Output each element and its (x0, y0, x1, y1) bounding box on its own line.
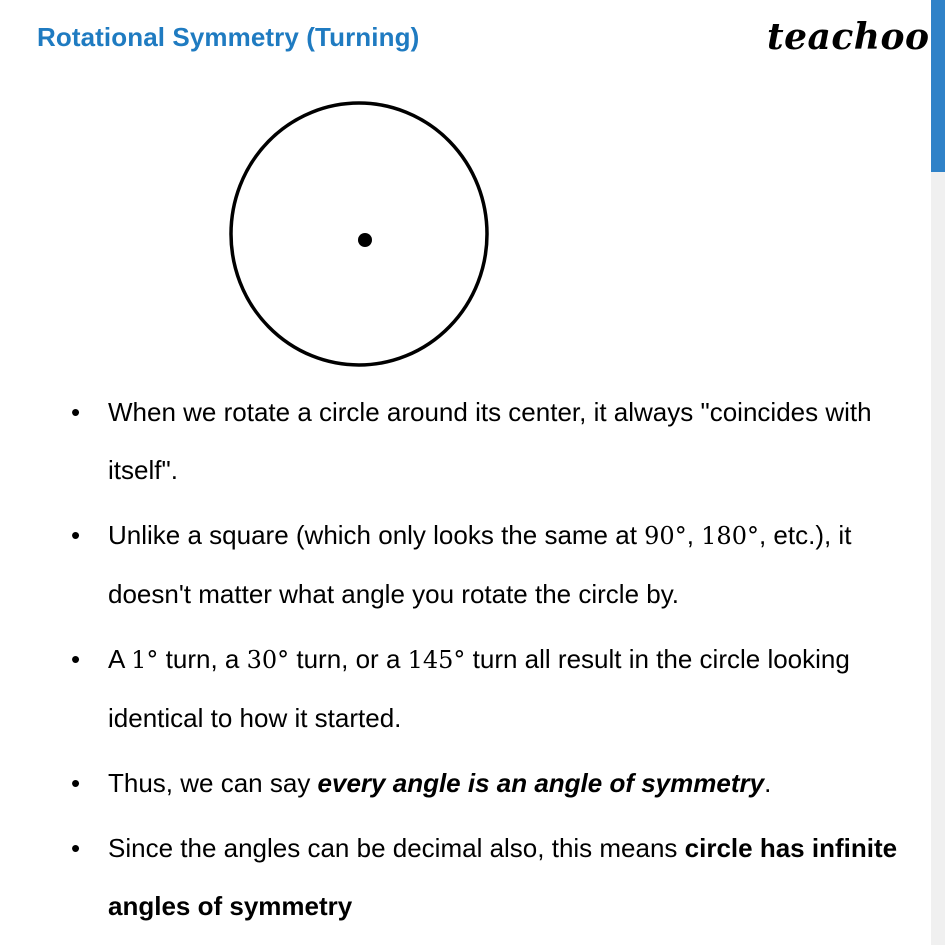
circle-center-point (358, 233, 372, 247)
bullet-text: . (764, 768, 772, 798)
bullet-marker: • (71, 644, 81, 674)
bullet-item (60, 819, 920, 935)
bullet-text: Unlike a square (which only looks the same at (108, 520, 645, 550)
angle-value: 30° (246, 646, 290, 674)
side-accent-bar (931, 0, 945, 172)
bullet-text: turn, a (158, 644, 247, 674)
angle-value: 1° (131, 646, 159, 674)
bullet-marker: • (71, 520, 81, 550)
angle-value: 180° (701, 522, 759, 550)
bullet-list (60, 383, 920, 942)
bullet-marker: • (71, 768, 81, 798)
bullet-text: A (108, 644, 132, 674)
bullet-text: , etc.), it doesn't matter what angle you rotate the circle by. (108, 520, 852, 609)
circle-outline (231, 103, 487, 365)
circle-figure (225, 98, 495, 373)
emphasis-text: every angle is an angle of symmetry (317, 768, 765, 798)
bullet-text: Since the angles can be decimal also, this means (108, 833, 685, 863)
bullet-text: , (686, 520, 702, 550)
bullet-item (60, 630, 920, 747)
bullet-item (60, 383, 920, 499)
bullet-marker: • (71, 833, 81, 863)
bullet-item (60, 506, 920, 623)
page-title: Rotational Symmetry (Turning) (37, 22, 420, 52)
teachoo-logo: teachoo (767, 16, 930, 58)
bullet-item (60, 754, 920, 812)
angle-value: 145° (407, 646, 466, 674)
bullet-text: turn, or a (289, 644, 408, 674)
conclusion-text: circle has infinite angles of symmetry (108, 833, 898, 921)
bullet-marker: • (71, 397, 81, 427)
angle-value: 90° (644, 522, 687, 550)
bullet-text: turn all result in the circle looking identical to how it started. (108, 644, 850, 733)
bullet-text: Thus, we can say (108, 768, 318, 798)
bullet-text: When we rotate a circle around its center, it always "coincides with itself". (108, 397, 872, 485)
